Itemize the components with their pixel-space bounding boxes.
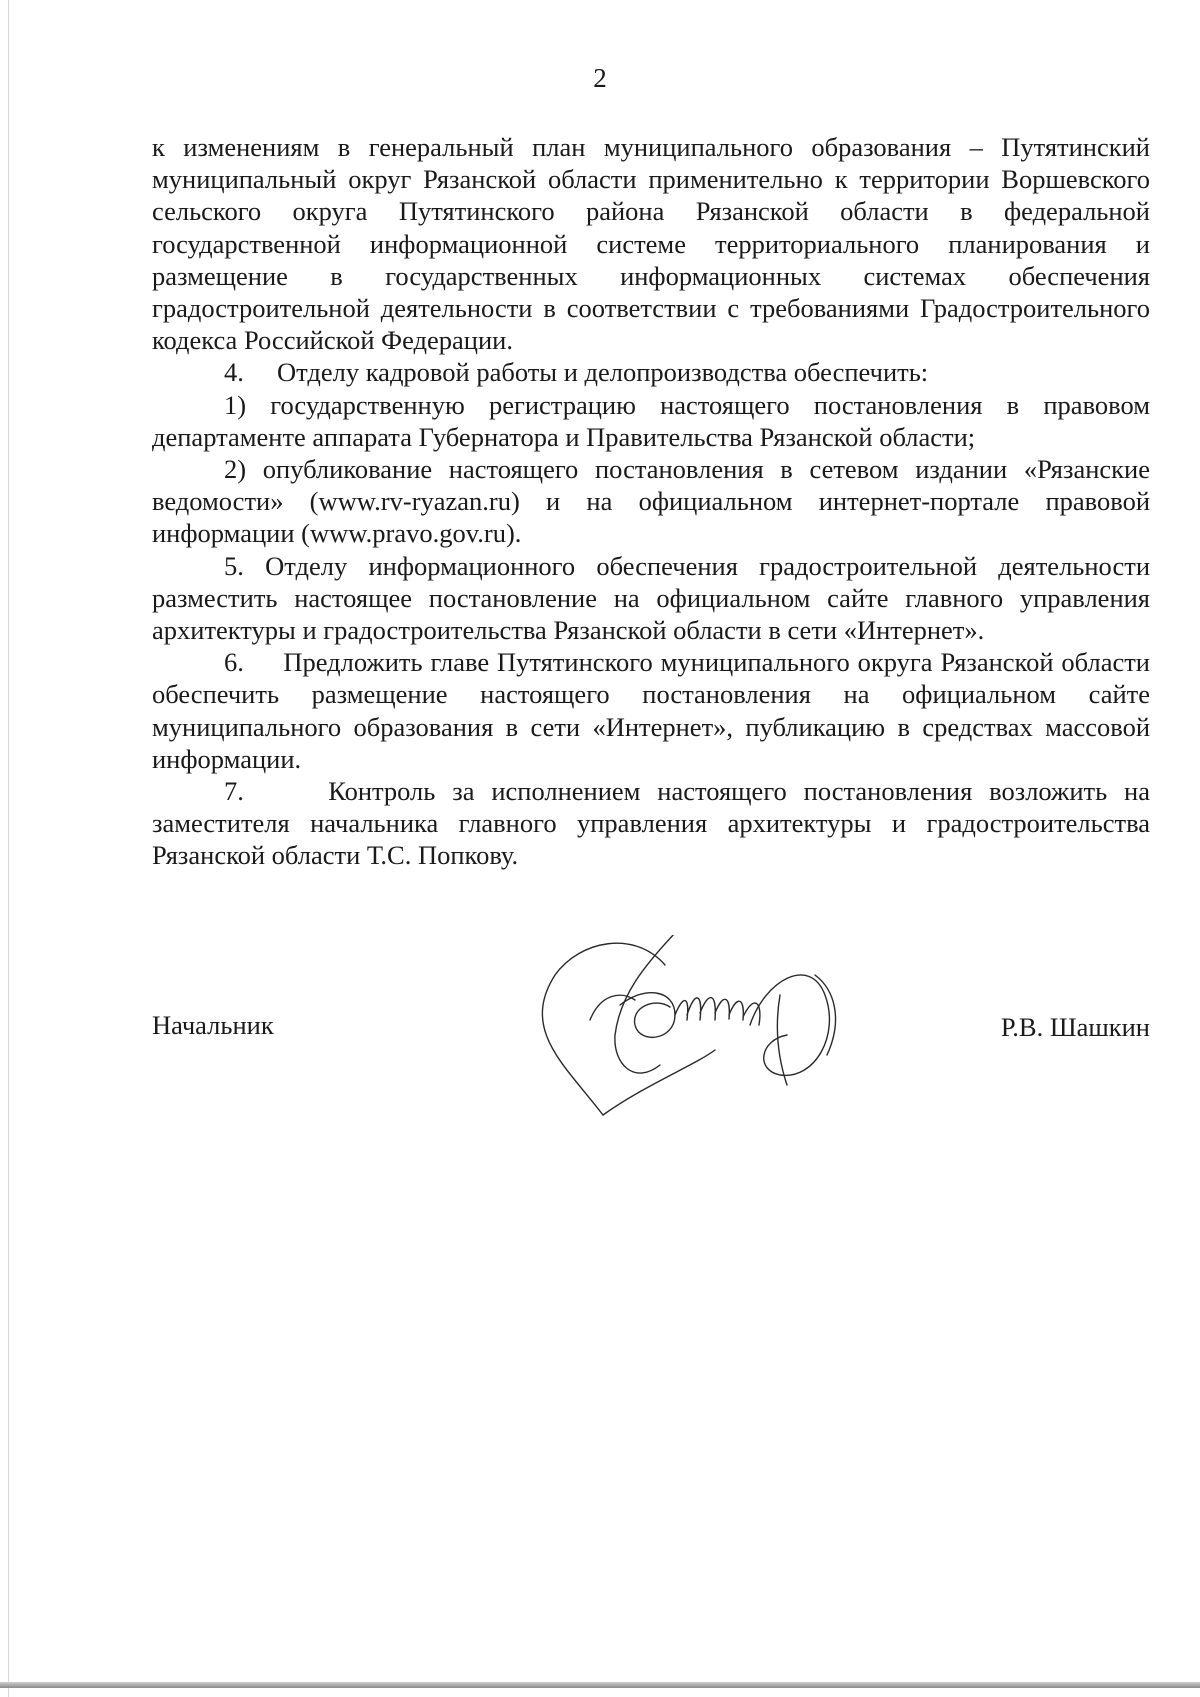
paragraph-item-6: 6. Предложить главе Путятинского муниципального округа Рязанской области обеспечить размещение настоящего постановления на официальном сайте муниципального образования в сети «Интернет», публикацию в средствах массовой информации. bbox=[152, 647, 1150, 774]
paragraph-continuation: к изменениям в генеральный план муниципального образования – Путятинский муниципальный округ Рязанской области применительно к территории Воршевского сельского округа Путятинского района Рязанской области в федеральной государственной информационной системе территориального планирования и размещение в государственных информационных системах обеспечения градостроительной деятельности в соответствии с требованиями Градостроительного кодекса Российской Федерации. bbox=[152, 132, 1150, 356]
scan-edge-left bbox=[8, 0, 9, 1697]
signer-name: Р.В. Шашкин bbox=[1000, 1012, 1150, 1042]
document-body bbox=[152, 131, 1150, 872]
paragraph-item-5: 5. Отделу информационного обеспечения градостроительной деятельности разместить настоящее постановление на официальном сайте главного управления архитектуры и градостроительства Рязанской области в сети «Интернет». bbox=[152, 550, 1150, 646]
scan-edge-bottom bbox=[0, 1682, 1200, 1688]
paragraph-subitem-2: 2) опубликование настоящего постановления в сетевом издании «Рязанские ведомости» (www.rv-ryazan.ru) и на официальном интернет-портале правовой информации (www.pravo.gov.ru). bbox=[152, 454, 1150, 549]
page-number: 2 bbox=[593, 63, 607, 93]
signer-position-title: Начальник bbox=[152, 1010, 274, 1040]
paragraph-subitem-1: 1) государственную регистрацию настоящего постановления в правовом департаменте аппарата Губернатора и Правительства Рязанской области; bbox=[152, 389, 1150, 452]
handwritten-signature bbox=[525, 935, 895, 1135]
paragraph-item-7: 7. Контроль за исполнением настоящего постановления возложить на заместителя начальника главного управления архитектуры и градостроительства Рязанской области Т.С. Попкову. bbox=[152, 776, 1150, 871]
paragraph-item-4: 4. Отделу кадровой работы и делопроизводства обеспечить: bbox=[224, 357, 929, 388]
